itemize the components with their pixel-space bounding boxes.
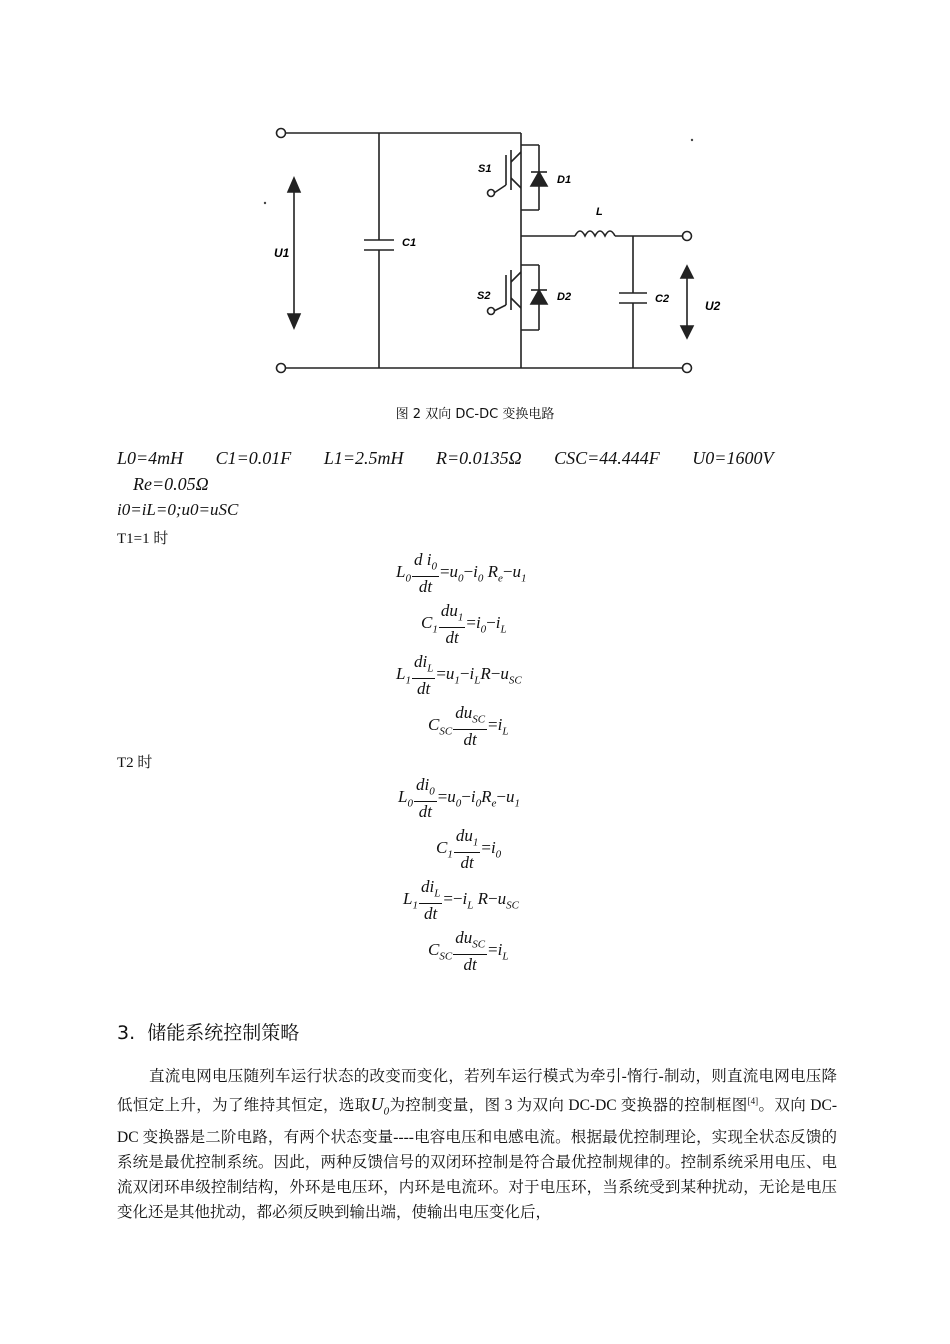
section-heading xyxy=(117,1018,299,1045)
label-c1: C1 xyxy=(402,237,417,249)
equation-3: $L_1$ $\frac{di_L}{dt}$ $=u_1-i_LR-u_{SC}$ xyxy=(396,652,522,699)
equation-7: $L_1$ $\frac{di_L}{dt}$ $=-i_L$ $R-u_{SC}$ xyxy=(403,877,519,924)
param-csc: CSC=44.444F xyxy=(554,448,660,468)
param-l0: L0=4mH xyxy=(117,448,184,468)
equation-6: $C_1$ $\frac{du_1}{dt}$ $=i_0$ xyxy=(436,826,502,873)
section-title: 储能系统控制策略 xyxy=(147,1022,300,1044)
initial-conditions: i0=iL=0;u0=uSC xyxy=(117,500,239,519)
label-s1: S1 xyxy=(478,163,492,175)
param-l1: L1=2.5mH xyxy=(323,448,404,468)
state-label-t2: T2 时 xyxy=(117,755,153,771)
figure-caption: 图 2 双向 DC-DC 变换电路 xyxy=(395,407,555,422)
equation-2: $C_1$ $\frac{du_1}{dt}$ $=i_0-i_L$ xyxy=(421,601,507,648)
param-c1: C1=0.01F xyxy=(215,448,292,468)
label-u1: U1 xyxy=(274,246,290,260)
equation-8: $C_{SC}$ $\frac{du_{SC}}{dt}$ $=i_L$ xyxy=(428,928,509,975)
label-s2: S2 xyxy=(477,290,491,302)
equation-4: $C_{SC}$ $\frac{du_{SC}}{dt}$ $=i_L$ xyxy=(428,703,509,750)
param-r: R=0.0135Ω xyxy=(435,448,522,468)
state-label-t1: T1=1 时 xyxy=(117,531,169,547)
param-u0: U0=1600V xyxy=(692,448,774,468)
control-variable: $U_0$ xyxy=(370,1094,390,1118)
section-number: 3. xyxy=(117,1022,136,1044)
equation-1: $L_0$ $\frac{d i_0}{dt}$ $=u_0-i_0$ $R_e-u_1$ xyxy=(396,550,527,597)
label-l: L xyxy=(596,206,603,218)
label-d1: D1 xyxy=(557,174,572,186)
label-c2: C2 xyxy=(655,293,670,305)
equation-5: $L_0$ $\frac{di_0}{dt}$ $=u_0-i_0R_e-u_1$ xyxy=(398,775,520,822)
citation: [4] xyxy=(747,1096,759,1106)
label-u2: U2 xyxy=(705,299,721,313)
para-text-2: 为控制变量，图 3 为双向 DC-DC 变换器的控制框图 xyxy=(389,1097,748,1115)
param-line-1 xyxy=(117,448,801,469)
para-text-1: 直流电网电压随列车运行状态的改变而变化，若列车运行模式为牵引-惰行-制动，则直流电网电压降低恒定上升，为了维持其恒定，选取 xyxy=(117,1068,837,1115)
para-text-3: 。双向 DC-DC 变换器是二阶电路，有两个状态变量----电容电压和电感电流。根据最优控制理论，实现全状态反馈的系统是最优控制系统。因此，两种反馈信号的双闭环控制是符合最优控制规律的。控制系统采用电压、电流双闭环串级控制结构，外环是电压环，内环是电流环。对于电压环，当系统受到某种扰动，无论是电压变化还是其他扰动，都必须反映到输出端，使输出电压变化后， xyxy=(117,1097,837,1221)
label-d2: D2 xyxy=(557,291,572,303)
param-re: Re=0.05Ω xyxy=(133,474,209,494)
body-paragraph xyxy=(117,1064,837,1225)
circuit-diagram xyxy=(0,0,950,400)
